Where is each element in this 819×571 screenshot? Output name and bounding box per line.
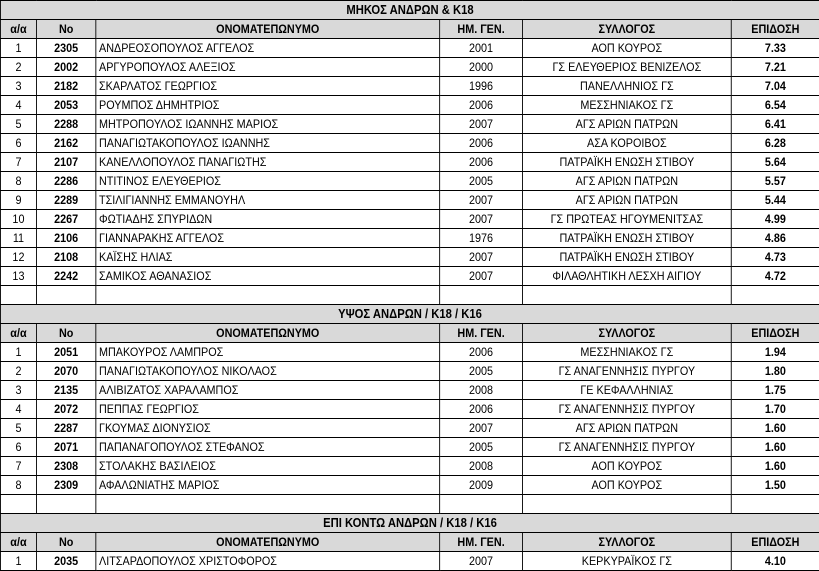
cell-aa: 5: [0, 419, 36, 438]
cell-year: 2006: [440, 400, 523, 419]
cell-year: 2000: [440, 58, 523, 77]
cell-name: ΡΟΥΜΠΟΣ ΔΗΜΗΤΡΙΟΣ: [96, 96, 440, 115]
column-header-perf: ΕΠΙΔΟΣΗ: [731, 20, 819, 39]
cell-perf: 4.86: [731, 229, 819, 248]
table-row: [0, 134, 819, 153]
cell-club: ΓΕ ΚΕΦΑΛΛΗΝΙΑΣ: [522, 381, 731, 400]
cell-name: ΚΑΪΣΗΣ ΗΛΙΑΣ: [96, 248, 440, 267]
table-row: [0, 381, 819, 400]
column-header-no: No: [36, 20, 95, 39]
cell-club: ΑΓΣ ΑΡΙΩΝ ΠΑΤΡΩΝ: [522, 191, 731, 210]
cell-club: ΓΣ ΕΛΕΥΘΕΡΙΟΣ ΒΕΝΙΖΕΛΟΣ: [522, 58, 731, 77]
cell-club: ΓΣ ΑΝΑΓΕΝΝΗΣΙΣ ΠΥΡΓΟΥ: [522, 438, 731, 457]
cell-aa: 2: [0, 58, 36, 77]
cell-club: ΜΕΣΣΗΝΙΑΚΟΣ ΓΣ: [522, 96, 731, 115]
column-header-club: ΣΥΛΛΟΓΟΣ: [522, 20, 731, 39]
empty-cell: [36, 286, 95, 305]
column-header-club: ΣΥΛΛΟΓΟΣ: [522, 533, 731, 552]
cell-perf: 4.72: [731, 267, 819, 286]
cell-club: ΑΓΣ ΑΡΙΩΝ ΠΑΤΡΩΝ: [522, 419, 731, 438]
cell-aa: 1: [0, 343, 36, 362]
empty-cell: [440, 286, 523, 305]
cell-club: ΠΑΤΡΑΪΚΗ ΕΝΩΣΗ ΣΤΙΒΟΥ: [522, 153, 731, 172]
cell-aa: 3: [0, 381, 36, 400]
cell-aa: 4: [0, 400, 36, 419]
cell-year: 2007: [440, 267, 523, 286]
cell-no: 2286: [36, 172, 95, 191]
cell-year: 2007: [440, 419, 523, 438]
cell-club: ΚΕΡΚΥΡΑΪΚΟΣ ΓΣ: [522, 552, 731, 571]
cell-no: 2072: [36, 400, 95, 419]
column-header-perf: ΕΠΙΔΟΣΗ: [731, 533, 819, 552]
cell-year: 1996: [440, 77, 523, 96]
cell-no: 2305: [36, 39, 95, 58]
column-header-year: ΗΜ. ΓΕΝ.: [440, 20, 523, 39]
cell-perf: 1.94: [731, 343, 819, 362]
column-header-aa: α/α: [0, 20, 36, 39]
cell-no: 2309: [36, 476, 95, 495]
cell-club: ΓΣ ΠΡΩΤΕΑΣ ΗΓΟΥΜΕΝΙΤΣΑΣ: [522, 210, 731, 229]
cell-aa: 2: [0, 362, 36, 381]
empty-cell: [36, 495, 95, 514]
column-header-year: ΗΜ. ΓΕΝ.: [440, 324, 523, 343]
cell-club: ΑΣΑ ΚΟΡΟΙΒΟΣ: [522, 134, 731, 153]
column-header-perf: ΕΠΙΔΟΣΗ: [731, 324, 819, 343]
column-header-name: ΟΝΟΜΑΤΕΠΩΝΥΜΟ: [96, 20, 440, 39]
cell-aa: 13: [0, 267, 36, 286]
cell-club: ΜΕΣΣΗΝΙΑΚΟΣ ΓΣ: [522, 343, 731, 362]
empty-cell: [731, 495, 819, 514]
table-row: [0, 248, 819, 267]
cell-perf: 5.44: [731, 191, 819, 210]
cell-no: 2053: [36, 96, 95, 115]
table-row: [0, 343, 819, 362]
cell-no: 2289: [36, 191, 95, 210]
cell-club: ΑΟΠ ΚΟΥΡΟΣ: [522, 476, 731, 495]
cell-year: 2007: [440, 210, 523, 229]
cell-aa: 10: [0, 210, 36, 229]
cell-no: 2287: [36, 419, 95, 438]
cell-aa: 6: [0, 438, 36, 457]
cell-club: ΓΣ ΑΝΑΓΕΝΝΗΣΙΣ ΠΥΡΓΟΥ: [522, 362, 731, 381]
cell-club: ΠΑΤΡΑΪΚΗ ΕΝΩΣΗ ΣΤΙΒΟΥ: [522, 229, 731, 248]
cell-no: 2106: [36, 229, 95, 248]
blank-row: [0, 286, 819, 305]
table-row: [0, 172, 819, 191]
cell-name: ΚΑΝΕΛΛΟΠΟΥΛΟΣ ΠΑΝΑΓΙΩΤΗΣ: [96, 153, 440, 172]
cell-club: ΠΑΝΕΛΛΗΝΙΟΣ ΓΣ: [522, 77, 731, 96]
column-header-no: No: [36, 324, 95, 343]
table-row: [0, 39, 819, 58]
cell-year: 2006: [440, 134, 523, 153]
table-row: [0, 476, 819, 495]
cell-club: ΑΓΣ ΑΡΙΩΝ ΠΑΤΡΩΝ: [522, 115, 731, 134]
cell-year: 2007: [440, 191, 523, 210]
column-header-no: No: [36, 533, 95, 552]
cell-year: 2001: [440, 39, 523, 58]
cell-no: 2308: [36, 457, 95, 476]
cell-year: 2007: [440, 115, 523, 134]
table-row: [0, 362, 819, 381]
table-row: [0, 552, 819, 571]
cell-club: ΑΟΠ ΚΟΥΡΟΣ: [522, 457, 731, 476]
cell-no: 2267: [36, 210, 95, 229]
cell-no: 2107: [36, 153, 95, 172]
cell-perf: 5.64: [731, 153, 819, 172]
cell-no: 2035: [36, 552, 95, 571]
cell-no: 2108: [36, 248, 95, 267]
empty-cell: [96, 286, 440, 305]
cell-perf: 4.10: [731, 552, 819, 571]
blank-row: [0, 495, 819, 514]
cell-no: 2162: [36, 134, 95, 153]
cell-aa: 3: [0, 77, 36, 96]
column-header-name: ΟΝΟΜΑΤΕΠΩΝΥΜΟ: [96, 533, 440, 552]
cell-club: ΑΓΣ ΑΡΙΩΝ ΠΑΤΡΩΝ: [522, 172, 731, 191]
empty-cell: [522, 495, 731, 514]
table-row: [0, 457, 819, 476]
empty-cell: [731, 286, 819, 305]
column-header-club: ΣΥΛΛΟΓΟΣ: [522, 324, 731, 343]
cell-club: ΓΣ ΑΝΑΓΕΝΝΗΣΙΣ ΠΥΡΓΟΥ: [522, 400, 731, 419]
cell-no: 2051: [36, 343, 95, 362]
cell-perf: 5.57: [731, 172, 819, 191]
table-row: [0, 419, 819, 438]
cell-year: 2008: [440, 381, 523, 400]
cell-perf: 7.21: [731, 58, 819, 77]
cell-perf: 6.28: [731, 134, 819, 153]
table-row: [0, 400, 819, 419]
table-row: [0, 77, 819, 96]
column-header-year: ΗΜ. ΓΕΝ.: [440, 533, 523, 552]
cell-year: 2007: [440, 248, 523, 267]
empty-cell: [96, 495, 440, 514]
cell-name: ΜΗΤΡΟΠΟΥΛΟΣ ΙΩΑΝΝΗΣ ΜΑΡΙΟΣ: [96, 115, 440, 134]
section-title: ΕΠΙ ΚΟΝΤΩ ΑΝΔΡΩΝ / Κ18 / Κ16: [0, 514, 819, 533]
cell-name: ΑΛΙΒΙΖΑΤΟΣ ΧΑΡΑΛΑΜΠΟΣ: [96, 381, 440, 400]
cell-no: 2070: [36, 362, 95, 381]
cell-club: ΠΑΤΡΑΪΚΗ ΕΝΩΣΗ ΣΤΙΒΟΥ: [522, 248, 731, 267]
cell-club: ΑΟΠ ΚΟΥΡΟΣ: [522, 39, 731, 58]
cell-no: 2242: [36, 267, 95, 286]
section-title-row: [0, 305, 819, 324]
cell-perf: 6.54: [731, 96, 819, 115]
cell-perf: 7.33: [731, 39, 819, 58]
cell-aa: 7: [0, 457, 36, 476]
cell-year: 1976: [440, 229, 523, 248]
cell-name: ΠΑΝΑΓΙΩΤΑΚΟΠΟΥΛΟΣ ΝΙΚΟΛΑΟΣ: [96, 362, 440, 381]
cell-name: ΝΤΙΤΙΝΟΣ ΕΛΕΥΘΕΡΙΟΣ: [96, 172, 440, 191]
cell-no: 2288: [36, 115, 95, 134]
cell-aa: 1: [0, 552, 36, 571]
cell-aa: 4: [0, 96, 36, 115]
column-header-row: [0, 324, 819, 343]
cell-name: ΣΑΜΙΚΟΣ ΑΘΑΝΑΣΙΟΣ: [96, 267, 440, 286]
cell-name: ΠΑΝΑΓΙΩΤΑΚΟΠΟΥΛΟΣ ΙΩΑΝΝΗΣ: [96, 134, 440, 153]
empty-cell: [0, 495, 36, 514]
cell-aa: 9: [0, 191, 36, 210]
section-title-row: [0, 514, 819, 533]
table-row: [0, 267, 819, 286]
section-title-row: [0, 1, 819, 20]
empty-cell: [440, 495, 523, 514]
cell-aa: 7: [0, 153, 36, 172]
cell-perf: 4.99: [731, 210, 819, 229]
column-header-aa: α/α: [0, 533, 36, 552]
table-row: [0, 115, 819, 134]
cell-aa: 5: [0, 115, 36, 134]
cell-aa: 12: [0, 248, 36, 267]
cell-year: 2006: [440, 153, 523, 172]
cell-name: ΛΙΤΣΑΡΔΟΠΟΥΛΟΣ ΧΡΙΣΤΟΦΟΡΟΣ: [96, 552, 440, 571]
section-title: ΜΗΚΟΣ ΑΝΔΡΩΝ & Κ18: [0, 1, 819, 20]
cell-no: 2071: [36, 438, 95, 457]
cell-no: 2135: [36, 381, 95, 400]
cell-perf: 1.50: [731, 476, 819, 495]
table-row: [0, 153, 819, 172]
column-header-row: [0, 533, 819, 552]
cell-aa: 8: [0, 476, 36, 495]
table-row: [0, 438, 819, 457]
table-row: [0, 96, 819, 115]
cell-perf: 1.60: [731, 457, 819, 476]
cell-aa: 1: [0, 39, 36, 58]
column-header-aa: α/α: [0, 324, 36, 343]
cell-name: ΠΑΠΑΝΑΓΟΠΟΥΛΟΣ ΣΤΕΦΑΝΟΣ: [96, 438, 440, 457]
empty-cell: [0, 286, 36, 305]
cell-perf: 1.70: [731, 400, 819, 419]
cell-year: 2009: [440, 476, 523, 495]
cell-year: 2007: [440, 552, 523, 571]
cell-name: ΑΝΔΡΕΟΣΟΠΟΥΛΟΣ ΑΓΓΕΛΟΣ: [96, 39, 440, 58]
cell-name: ΑΡΓΥΡΟΠΟΥΛΟΣ ΑΛΕΞΙΟΣ: [96, 58, 440, 77]
cell-aa: 6: [0, 134, 36, 153]
cell-year: 2008: [440, 457, 523, 476]
cell-perf: 1.60: [731, 419, 819, 438]
cell-year: 2006: [440, 96, 523, 115]
cell-aa: 8: [0, 172, 36, 191]
cell-perf: 7.04: [731, 77, 819, 96]
column-header-name: ΟΝΟΜΑΤΕΠΩΝΥΜΟ: [96, 324, 440, 343]
table-row: [0, 229, 819, 248]
results-table-body: [0, 1, 819, 571]
cell-perf: 1.80: [731, 362, 819, 381]
cell-name: ΠΕΠΠΑΣ ΓΕΩΡΓΙΟΣ: [96, 400, 440, 419]
table-row: [0, 58, 819, 77]
cell-year: 2006: [440, 343, 523, 362]
cell-perf: 6.41: [731, 115, 819, 134]
empty-cell: [522, 286, 731, 305]
cell-name: ΑΦΑΛΩΝΙΑΤΗΣ ΜΑΡΙΟΣ: [96, 476, 440, 495]
cell-aa: 11: [0, 229, 36, 248]
cell-no: 2182: [36, 77, 95, 96]
column-header-row: [0, 20, 819, 39]
cell-name: ΜΠΑΚΟΥΡΟΣ ΛΑΜΠΡΟΣ: [96, 343, 440, 362]
cell-year: 2005: [440, 362, 523, 381]
cell-club: ΦΙΛΑΘΛΗΤΙΚΗ ΛΕΣΧΗ ΑΙΓΙΟΥ: [522, 267, 731, 286]
cell-name: ΦΩΤΙΑΔΗΣ ΣΠΥΡΙΔΩΝ: [96, 210, 440, 229]
cell-year: 2005: [440, 438, 523, 457]
cell-perf: 1.75: [731, 381, 819, 400]
cell-name: ΤΣΙΛΙΓΙΑΝΝΗΣ ΕΜΜΑΝΟΥΗΛ: [96, 191, 440, 210]
cell-name: ΣΤΟΛΑΚΗΣ ΒΑΣΙΛΕΙΟΣ: [96, 457, 440, 476]
cell-no: 2002: [36, 58, 95, 77]
cell-name: ΓΙΑΝΝΑΡΑΚΗΣ ΑΓΓΕΛΟΣ: [96, 229, 440, 248]
section-title: ΥΨΟΣ ΑΝΔΡΩΝ / Κ18 / Κ16: [0, 305, 819, 324]
table-row: [0, 210, 819, 229]
cell-name: ΣΚΑΡΛΑΤΟΣ ΓΕΩΡΓΙΟΣ: [96, 77, 440, 96]
cell-name: ΓΚΟΥΜΑΣ ΔΙΟΝΥΣΙΟΣ: [96, 419, 440, 438]
cell-perf: 4.73: [731, 248, 819, 267]
cell-year: 2005: [440, 172, 523, 191]
table-row: [0, 191, 819, 210]
cell-perf: 1.60: [731, 438, 819, 457]
